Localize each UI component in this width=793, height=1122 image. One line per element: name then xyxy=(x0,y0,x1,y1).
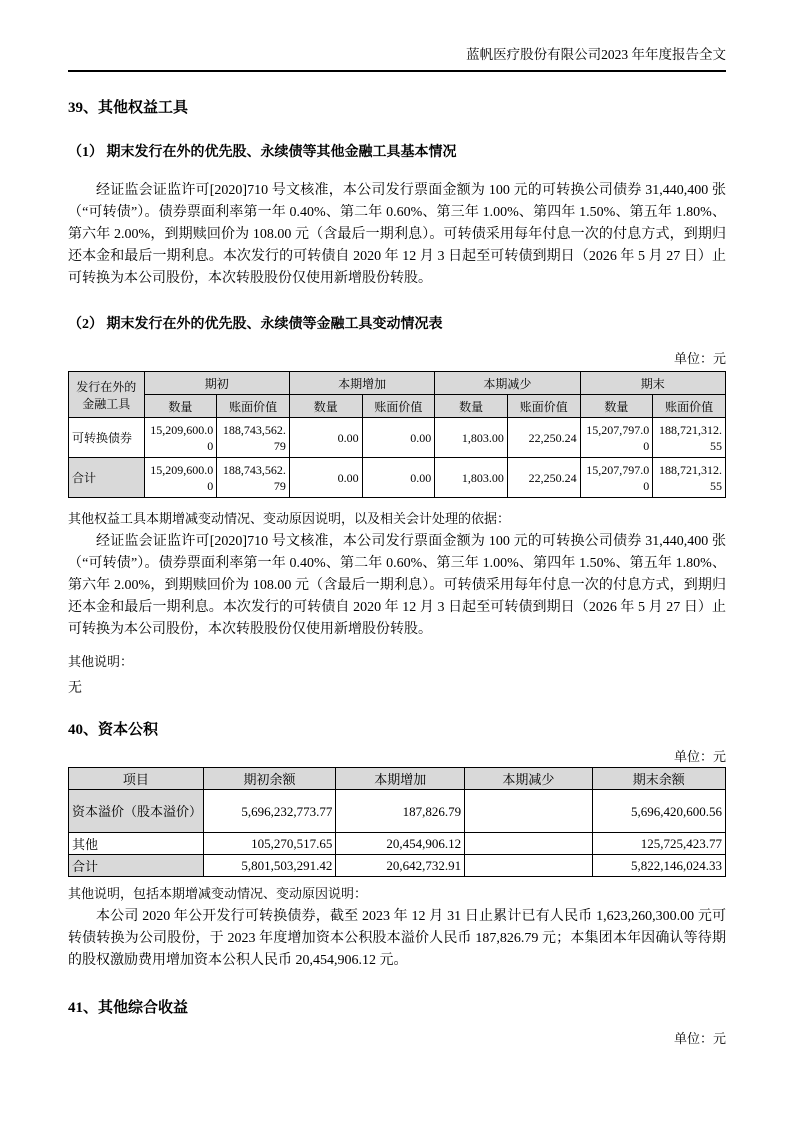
column-group-increase: 本期增加 xyxy=(289,372,434,395)
table-row-total xyxy=(69,458,726,498)
row-label: 合计 xyxy=(69,458,145,498)
column-header-decrease: 本期减少 xyxy=(465,768,592,790)
cell-value: 1,803.00 xyxy=(435,458,508,498)
section-39-note-intro: 其他权益工具本期增减变动情况、变动原因说明，以及相关会计处理的依据： xyxy=(68,511,511,526)
cell-value: 5,822,146,024.33 xyxy=(592,855,725,877)
unit-label: 单位：元 xyxy=(673,351,726,366)
column-group-closing: 期末 xyxy=(580,372,725,395)
column-header-instrument: 发行在外的金融工具 xyxy=(69,372,145,418)
section-40-note-intro: 其他说明，包括本期增减变动情况、变动原因说明： xyxy=(68,886,368,901)
table-header-row xyxy=(69,768,726,790)
cell-value: 5,801,503,291.42 xyxy=(203,855,336,877)
table-row-other xyxy=(69,833,726,855)
section-39-sub1-title: （1） 期末发行在外的优先股、永续债等其他金融工具基本情况 xyxy=(68,145,457,160)
unit-label: 单位：元 xyxy=(673,749,726,764)
section-39-sub2-title: （2） 期末发行在外的优先股、永续债等金融工具变动情况表 xyxy=(68,317,443,332)
row-label: 资本溢价（股本溢价） xyxy=(69,790,204,833)
cell-value: 20,642,732.91 xyxy=(336,855,465,877)
table-header-row-groups xyxy=(69,372,726,395)
section-39-paragraph-2: 经证监会证监许可[2020]710 号文核准，本公司发行票面金额为 100 元的可转换公司债券 31,440,400 张（“可转债”）。债券票面利率第一年 0.40%、第二年 0.60%、第三年 1.00%、第四年 1.50%、第五年 1.80%、第六年 2.00%，到期赎回价为 108.00 元（含最后一期利息）。可转债采用每年付息一次的付息方式，到期归还本金和最后一期利息。本次发行的可转债自 2020 年 12 月 3 日起至可转债到期日（2026 年 5 月 27 日）止可转换为本公司股份，本次转股股份仅使用新增股份转股。 xyxy=(68,534,726,637)
row-label: 其他 xyxy=(69,833,204,855)
cell-value: 20,454,906.12 xyxy=(336,833,465,855)
cell-value: 188,743,562.79 xyxy=(217,418,290,458)
column-header-book-value: 账面价值 xyxy=(217,395,290,418)
page-header-title: 蓝帆医疗股份有限公司2023 年年度报告全文 xyxy=(68,46,726,72)
cell-value: 188,743,562.79 xyxy=(217,458,290,498)
cell-value: 5,696,420,600.56 xyxy=(592,790,725,833)
section-40-title: 40、资本公积 xyxy=(68,722,159,738)
cell-value: 15,207,797.00 xyxy=(580,458,653,498)
cell-value: 188,721,312.55 xyxy=(653,458,726,498)
section-40-paragraph: 本公司 2020 年公开发行可转换债券，截至 2023 年 12 月 31 日止累计已有人民币 1,623,260,300.00 元可转债转换为公司股份，于 2023 年度增加资本公积股本溢价人民币 187,826.79 元；本集团本年因确认等待期的股权激励费用增加资本公积人民币 20,454,906.12 元。 xyxy=(68,909,726,968)
cell-value: 22,250.24 xyxy=(507,458,580,498)
cell-value xyxy=(465,790,592,833)
section-39-paragraph-1: 经证监会证监许可[2020]710 号文核准，本公司发行票面金额为 100 元的可转换公司债券 31,440,400 张（“可转债”）。债券票面利率第一年 0.40%、第二年 0.60%、第三年 1.00%、第四年 1.50%、第五年 1.80%、第六年 2.00%，到期赎回价为 108.00 元（含最后一期利息）。可转债采用每年付息一次的付息方式，到期归还本金和最后一期利息。本次发行的可转债自 2020 年 12 月 3 日起至可转债到期日（2026 年 5 月 27 日）止可转换为本公司股份，本次转股股份仅使用新增股份转股。 xyxy=(68,183,726,286)
cell-value: 0.00 xyxy=(362,418,435,458)
column-header-quantity: 数量 xyxy=(580,395,653,418)
cell-value: 125,725,423.77 xyxy=(592,833,725,855)
column-header-item: 项目 xyxy=(69,768,204,790)
other-note-value: 无 xyxy=(68,681,82,696)
cell-value: 0.00 xyxy=(289,418,362,458)
row-label: 合计 xyxy=(69,855,204,877)
table-row-total xyxy=(69,855,726,877)
section-39-title: 39、其他权益工具 xyxy=(68,100,189,116)
cell-value: 5,696,232,773.77 xyxy=(203,790,336,833)
column-group-decrease: 本期减少 xyxy=(435,372,580,395)
column-header-quantity: 数量 xyxy=(144,395,217,418)
table-row-capital-premium xyxy=(69,790,726,833)
other-note-label: 其他说明： xyxy=(68,654,134,669)
column-header-closing-balance: 期末余额 xyxy=(592,768,725,790)
cell-value: 1,803.00 xyxy=(435,418,508,458)
column-header-book-value: 账面价值 xyxy=(653,395,726,418)
cell-value: 188,721,312.55 xyxy=(653,418,726,458)
cell-value: 105,270,517.65 xyxy=(203,833,336,855)
cell-value: 15,209,600.00 xyxy=(144,458,217,498)
cell-value xyxy=(465,855,592,877)
unit-label: 单位：元 xyxy=(673,1031,726,1046)
cell-value: 0.00 xyxy=(362,458,435,498)
capital-reserve-table xyxy=(68,767,726,877)
cell-value: 15,209,600.00 xyxy=(144,418,217,458)
section-41-title: 41、其他综合收益 xyxy=(68,1000,189,1016)
row-label: 可转换债券 xyxy=(69,418,145,458)
column-header-book-value: 账面价值 xyxy=(507,395,580,418)
column-header-quantity: 数量 xyxy=(289,395,362,418)
column-header-quantity: 数量 xyxy=(435,395,508,418)
cell-value: 0.00 xyxy=(289,458,362,498)
column-group-opening: 期初 xyxy=(144,372,289,395)
table-header-row-subs xyxy=(69,395,726,418)
column-header-increase: 本期增加 xyxy=(336,768,465,790)
table-row-convertible-bonds xyxy=(69,418,726,458)
cell-value xyxy=(465,833,592,855)
cell-value: 187,826.79 xyxy=(336,790,465,833)
column-header-book-value: 账面价值 xyxy=(362,395,435,418)
cell-value: 22,250.24 xyxy=(507,418,580,458)
financial-instruments-table xyxy=(68,371,726,498)
cell-value: 15,207,797.00 xyxy=(580,418,653,458)
column-header-opening-balance: 期初余额 xyxy=(203,768,336,790)
